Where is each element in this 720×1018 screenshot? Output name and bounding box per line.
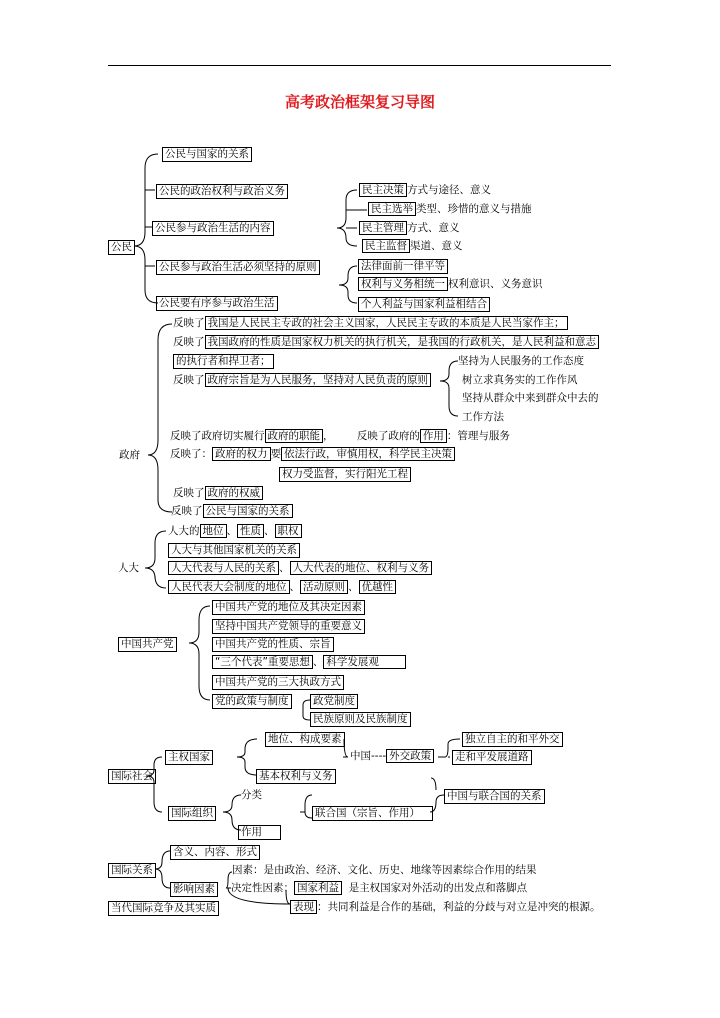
gov-power-supervision: 权力受监督，实行阳光工程 bbox=[279, 467, 411, 482]
gov-row-1 bbox=[173, 317, 568, 330]
democracy-supervision bbox=[362, 240, 463, 253]
intl-position: 地位、构成要素 bbox=[265, 732, 345, 747]
gov-row-2-text: 我国政府的性质是国家权力机关的执行机关，是我国的行政机关，是人民利益和意志 bbox=[205, 335, 600, 349]
citizen-label: 公民 bbox=[108, 240, 135, 255]
rel-national-interest: 国家利益 bbox=[294, 881, 342, 895]
gov-row-5-mid: 要 bbox=[270, 448, 281, 460]
principle-equality: 法律面前一律平等 bbox=[358, 259, 448, 274]
citizen-node-5: 公民要有序参与政治生活 bbox=[156, 296, 278, 311]
democracy-decision-text: 方式与途径、意义 bbox=[407, 184, 491, 196]
gov-row-3 bbox=[173, 374, 431, 387]
npc-row-1-sep1: 、 bbox=[226, 525, 237, 537]
gov-row-7 bbox=[171, 505, 293, 518]
work-style-1: 坚持为人民服务的工作态度 bbox=[458, 355, 584, 367]
citizen-node-2: 公民的政治权利与政治义务 bbox=[156, 184, 288, 199]
rel-label: 国际关系 bbox=[108, 863, 156, 878]
gov-row-4-sep: ， bbox=[323, 430, 334, 442]
citizen-node-4: 公民参与政治生活必须坚持的原则 bbox=[156, 260, 320, 275]
intl-foreign-1: 独立自主的和平外交 bbox=[462, 732, 563, 747]
principle-rights-duties-label: 权利与义务相统一 bbox=[358, 277, 448, 291]
gov-citizen-state: 公民与国家的关系 bbox=[203, 504, 293, 518]
rel-factors: 因素：是由政治、经济、文化、历史、地缘等因素综合作用的结果 bbox=[232, 864, 537, 876]
gov-row-1-text: 我国是人民民主专政的社会主义国家，人民民主专政的本质是人民当家作主； bbox=[205, 316, 568, 330]
principle-interests: 个人利益与国家利益相结合 bbox=[358, 297, 490, 312]
rel-competition: 当代国际竞争及其实质 bbox=[108, 901, 219, 916]
npc-nature: 性质 bbox=[237, 524, 264, 538]
intl-sovereign: 主权国家 bbox=[165, 750, 213, 765]
npc-rep-status: 人大代表的地位、权利与义务 bbox=[290, 561, 433, 575]
citizen-node-1: 公民与国家的关系 bbox=[162, 147, 252, 162]
intl-role: 作用 bbox=[238, 825, 281, 840]
npc-row-4-sep1: 、 bbox=[289, 581, 300, 593]
gov-row-4-prefix: 反映了政府切实履行 bbox=[170, 430, 265, 442]
npc-principles: 活动原则 bbox=[300, 580, 348, 594]
intl-dash: ---- bbox=[371, 750, 387, 762]
cpc-row-1: 中国共产党的地位及其决定因素 bbox=[212, 600, 365, 615]
work-style-4: 工作方法 bbox=[462, 411, 504, 423]
work-style-3: 坚持从群众中来到群众中去的 bbox=[462, 392, 599, 404]
principle-rights-duties bbox=[358, 278, 543, 291]
principle-rights-duties-text: 权利意识、义务意识 bbox=[448, 278, 543, 290]
gov-row-4 bbox=[170, 430, 510, 443]
npc-row-3 bbox=[168, 562, 432, 575]
cpc-three-represents: “三个代表”重要思想 bbox=[212, 655, 313, 669]
npc-row-1 bbox=[168, 525, 302, 538]
democracy-management-text: 方式、意义 bbox=[407, 222, 460, 234]
npc-row-4-sep2: 、 bbox=[348, 581, 359, 593]
work-style-2: 树立求真务实的工作作风 bbox=[462, 374, 578, 386]
gov-row-1-prefix: 反映了 bbox=[173, 317, 205, 329]
npc-row-1-sep2: 、 bbox=[264, 525, 275, 537]
democracy-supervision-label: 民主监督 bbox=[362, 239, 410, 253]
rel-manifest-label: 表现 bbox=[290, 900, 317, 914]
gov-row-3-text: 政府宗旨是为人民服务，坚持对人民负责的原则 bbox=[205, 373, 432, 387]
democracy-management-label: 民主管理 bbox=[359, 221, 407, 235]
intl-foreign-policy: 外交政策 bbox=[386, 749, 434, 763]
democracy-decision-label: 民主决策 bbox=[359, 183, 407, 197]
npc-position: 地位 bbox=[200, 524, 227, 538]
democracy-election bbox=[368, 203, 532, 216]
intl-classify: 分类 bbox=[241, 789, 262, 801]
rel-manifest bbox=[290, 901, 601, 914]
gov-row-6-prefix: 反映了 bbox=[173, 487, 205, 499]
intl-label: 国际社会 bbox=[108, 769, 156, 784]
democracy-election-text: 类型、珍惜的意义与措施 bbox=[416, 203, 532, 215]
gov-row-2-cont: 的执行者和捍卫者； bbox=[173, 354, 274, 369]
citizen-node-3: 公民参与政治生活的内容 bbox=[152, 221, 274, 236]
npc-row-2: 人大与其他国家机关的关系 bbox=[168, 543, 300, 558]
rel-content: 含义、内容、形式 bbox=[170, 845, 260, 860]
democracy-election-label: 民主选举 bbox=[368, 202, 416, 216]
npc-system-position: 人民代表大会制度的地位 bbox=[168, 580, 290, 594]
npc-powers: 职权 bbox=[275, 524, 302, 538]
gov-row-7-prefix: 反映了 bbox=[171, 505, 203, 517]
intl-china-un: 中国与联合国的关系 bbox=[444, 789, 545, 804]
gov-row-3-prefix: 反映了 bbox=[173, 374, 205, 386]
cpc-row-2: 坚持中国共产党领导的重要意义 bbox=[212, 619, 365, 634]
gov-row-6 bbox=[173, 487, 263, 500]
gov-role: 作用 bbox=[420, 429, 447, 443]
cpc-label: 中国共产党 bbox=[118, 637, 177, 652]
rel-decisive bbox=[231, 882, 527, 895]
gov-row-2-prefix: 反映了 bbox=[173, 336, 205, 348]
gov-label: 政府 bbox=[119, 449, 140, 461]
npc-row-3-sep: 、 bbox=[279, 562, 290, 574]
gov-row-4-suffix: ：管理与服务 bbox=[446, 430, 510, 442]
cpc-row-5: 中国共产党的三大执政方式 bbox=[212, 675, 344, 690]
gov-row-4-mid: 反映了政府的 bbox=[356, 430, 420, 442]
cpc-row-4 bbox=[212, 656, 406, 669]
gov-power-rule: 依法行政，审慎用权，科学民主决策 bbox=[281, 447, 455, 461]
intl-foreign-2: 走和平发展道路 bbox=[452, 750, 532, 765]
rel-decisive-prefix: 决定性因素： bbox=[231, 882, 294, 894]
intl-china: 中国 bbox=[350, 750, 371, 762]
gov-power: 政府的权力 bbox=[212, 447, 271, 461]
gov-row-2 bbox=[173, 336, 599, 349]
cpc-row-3: 中国共产党的性质、宗旨 bbox=[212, 637, 334, 652]
democracy-management bbox=[359, 222, 460, 235]
intl-org: 国际组织 bbox=[168, 806, 216, 821]
npc-row-4 bbox=[168, 581, 396, 594]
page-title: 高考政治框架复习导图 bbox=[284, 93, 435, 111]
cpc-row-6: 党的政策与制度 bbox=[212, 694, 292, 709]
npc-rep-people: 人大代表与人民的关系 bbox=[168, 561, 279, 575]
cpc-ethnic-system: 民族原则及民族制度 bbox=[310, 712, 411, 727]
intl-rights: 基本权利与义务 bbox=[256, 769, 336, 784]
democracy-supervision-text: 渠道、意义 bbox=[410, 240, 463, 252]
intl-un: 联合国（宗旨、作用） bbox=[312, 806, 433, 821]
cpc-party-system: 政党制度 bbox=[310, 694, 358, 709]
npc-superiority: 优越性 bbox=[359, 580, 397, 594]
intl-china-row bbox=[350, 750, 434, 763]
cpc-development: 科学发展观 bbox=[323, 655, 406, 669]
rel-decisive-text: 是主权国家对外活动的出发点和落脚点 bbox=[348, 882, 528, 894]
rel-manifest-text: ：共同利益是合作的基础，利益的分歧与对立是冲突的根源。 bbox=[317, 901, 601, 913]
gov-row-5 bbox=[170, 448, 455, 461]
gov-authority: 政府的权威 bbox=[205, 486, 264, 500]
rel-influence: 影响因素 bbox=[170, 882, 218, 897]
cpc-row-4-sep: 、 bbox=[312, 656, 324, 668]
npc-row-1-prefix: 人大的 bbox=[168, 525, 200, 537]
npc-label: 人大 bbox=[118, 562, 139, 574]
democracy-decision bbox=[359, 184, 491, 197]
gov-row-5-prefix: 反映了： bbox=[170, 448, 212, 460]
gov-functions: 政府的职能 bbox=[265, 429, 324, 443]
